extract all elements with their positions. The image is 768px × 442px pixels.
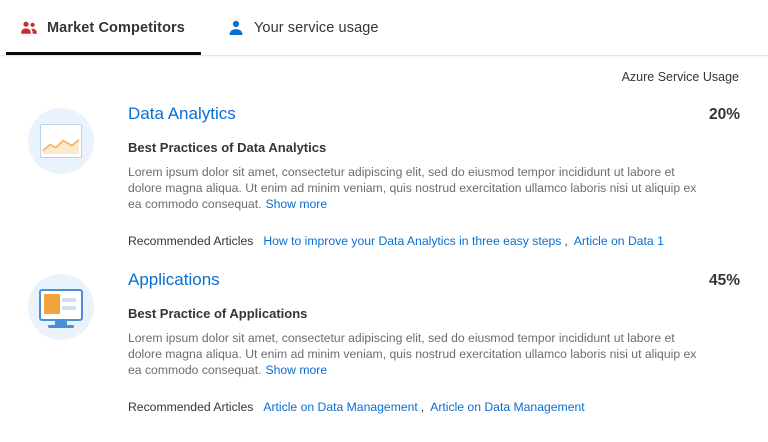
card-title-link[interactable]: Data Analytics: [128, 104, 236, 123]
chart-illustration: [28, 108, 94, 174]
link-separator: ,: [564, 234, 568, 248]
card-description-text: Lorem ipsum dolor sit amet, consectetur adipiscing elit, sed do eiusmod tempor incididunt ut labore et dolore magna aliqua. Ut enim ad minim veniam, quis nostrud exercitation ullamco laboris nisi ut aliquip ex ea commodo consequat.: [128, 165, 697, 211]
recommended-article-link[interactable]: Article on Data 1: [573, 234, 664, 248]
card-description-text: Lorem ipsum dolor sit amet, consectetur adipiscing elit, sed do eiusmod tempor incididunt ut labore et dolore magna aliqua. Ut enim ad minim veniam, quis nostrud exercitation ullamco laboris nisi ut aliquip ex ea commodo consequat.: [128, 331, 697, 377]
content-area: [0, 56, 768, 442]
service-card: [24, 92, 744, 258]
link-separator: ,: [420, 400, 425, 414]
recommended-articles-row: [128, 400, 744, 414]
tab-label: Market Competitors: [47, 19, 185, 36]
card-header: [128, 98, 744, 124]
card-description: [128, 330, 703, 378]
recommended-articles-row: [128, 234, 744, 248]
card-body: [104, 98, 744, 248]
recommended-articles-label: Recommended Articles: [128, 234, 254, 248]
card-description: [128, 164, 703, 212]
recommended-article-link[interactable]: Article on Data Management: [430, 400, 585, 414]
tab-your-service-usage[interactable]: [207, 0, 407, 55]
card-usage-percent: 45%: [708, 272, 740, 289]
card-usage-percent: 20%: [708, 106, 740, 123]
tab-market-competitors[interactable]: [0, 0, 207, 55]
people-icon: [20, 19, 38, 37]
recommended-articles-label: Recommended Articles: [128, 400, 254, 414]
card-header: [128, 264, 744, 290]
service-card: [24, 258, 744, 424]
card-subtitle: Best Practice of Applications: [128, 306, 308, 321]
show-more-link[interactable]: Show more: [265, 363, 328, 377]
card-body: [104, 264, 744, 414]
monitor-illustration: [28, 274, 94, 340]
person-icon: [227, 19, 245, 37]
card-title-link[interactable]: Applications: [128, 270, 220, 289]
recommended-article-link[interactable]: Article on Data Management: [263, 400, 418, 414]
azure-service-usage-header: Azure Service Usage: [621, 70, 739, 84]
tab-bar: [0, 0, 768, 56]
recommended-article-link[interactable]: How to improve your Data Analytics in three easy steps: [263, 234, 562, 248]
card-subtitle: Best Practices of Data Analytics: [128, 140, 327, 155]
tab-label: Your service usage: [253, 19, 379, 36]
show-more-link[interactable]: Show more: [265, 197, 328, 211]
